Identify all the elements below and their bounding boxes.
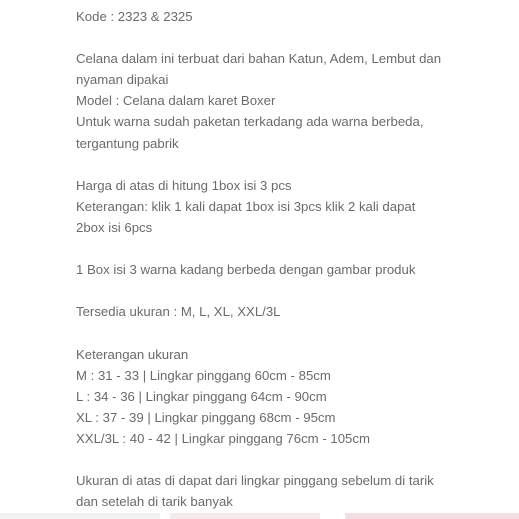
- size-chart-header: Keterangan ukuran: [76, 346, 189, 362]
- sizes-available: Tersedia ukuran : M, L, XL, XXL/3L: [76, 304, 281, 320]
- color-note-line-2: tergantung pabrik: [76, 135, 179, 151]
- edge-segment-gray: [0, 513, 160, 519]
- size-xxl-row: XXL/3L : 40 - 42 | Lingkar pinggang 76cm - 105cm: [76, 430, 370, 446]
- spacer: [76, 27, 506, 48]
- color-note-line-1: Untuk warna sudah paketan terkadang ada warna berbeda,: [76, 114, 424, 130]
- spacer: [76, 238, 506, 259]
- product-code: Kode : 2323 & 2325: [76, 9, 193, 24]
- size-xl-row: XL : 37 - 39 | Lingkar pinggang 68cm - 95cm: [76, 409, 336, 425]
- model-text: Model : Celana dalam karet Boxer: [76, 93, 276, 109]
- info-line-1: Keterangan: klik 1 kali dapat 1box isi 3pcs klik 2 kali dapat: [76, 198, 416, 214]
- spacer: [76, 449, 506, 470]
- measure-note-line-2: dan setelah di tarik banyak: [76, 494, 233, 510]
- spacer: [76, 280, 506, 301]
- spacer: [76, 322, 506, 343]
- size-l-row: L : 34 - 36 | Lingkar pinggang 64cm - 90cm: [76, 388, 327, 404]
- info-line-2: 2box isi 6pcs: [76, 219, 153, 235]
- material-text-line-2: nyaman dipakai: [76, 72, 169, 88]
- product-description: [76, 6, 506, 512]
- box-note: 1 Box isi 3 warna kadang berbeda dengan gambar produk: [76, 262, 416, 278]
- next-section-edge: [0, 513, 519, 519]
- measure-note-line-1: Ukuran di atas di dapat dari lingkar pinggang sebelum di tarik: [76, 473, 434, 489]
- edge-segment-pink: [170, 513, 320, 519]
- price-note: Harga di atas di hitung 1box isi 3 pcs: [76, 177, 292, 193]
- spacer: [76, 154, 506, 175]
- edge-segment-rose: [345, 513, 519, 519]
- size-m-row: M : 31 - 33 | Lingkar pinggang 60cm - 85cm: [76, 367, 331, 383]
- material-text-line-1: Celana dalam ini terbuat dari bahan Katun, Adem, Lembut dan: [76, 51, 442, 67]
